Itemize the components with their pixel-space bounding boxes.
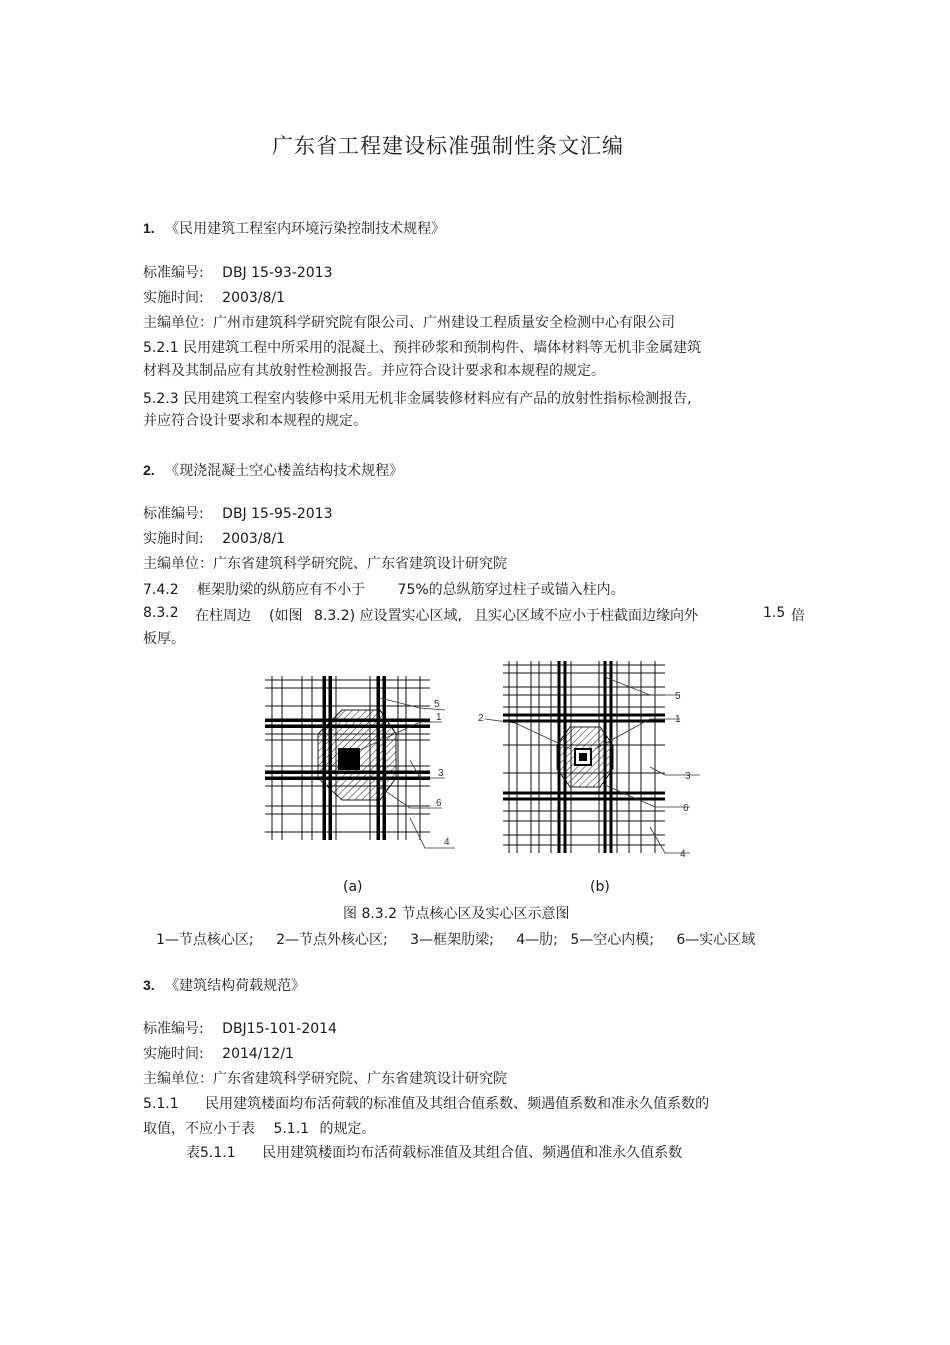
figure-b-diagram [475,657,700,862]
table-caption [186,1142,682,1162]
section-3-heading [143,975,305,995]
clause-8-3-2-part: 8.3.2) 应设置实心区域, [314,608,462,624]
figure-label-b: (b) [590,879,610,895]
implementation-date-row [143,1043,294,1063]
date-label: 实施时间: [143,290,204,306]
figure-caption: 图 8.3.2 节点核心区及实心区示意图 [343,906,570,922]
clause-number: 5.1.1 [143,1096,179,1112]
callout-4: 4 [680,849,686,860]
clause-line: 材料及其制品应有其放射性检测报告。并应符合设计要求和本规程的规定。 [143,363,605,379]
section-name: 《民用建筑工程室内环境污染控制技术规程》 [165,221,446,237]
callout-5: 5 [675,691,681,702]
callout-1: 1 [675,714,681,725]
clause-5-1-1 [143,1093,709,1113]
table-title: 民用建筑楼面均布活荷载标准值及其组合值、频遇值和准永久值系数 [262,1145,683,1161]
callout-5: 5 [434,699,440,710]
clause-text: 的规定。 [319,1121,376,1137]
table-number: 表5.1.1 [186,1145,236,1161]
legend-item: 3—框架肋梁; [410,932,494,948]
callout-6: 6 [683,803,689,814]
clause-8-3-2-part: 在柱周边 [195,608,251,624]
figure-label-a: (a) [343,879,363,895]
clause-number: 7.4.2 [143,582,179,598]
clause-text: 民用建筑楼面均布活荷载的标准值及其组合值系数、频遇值系数和准永久值系数的 [205,1096,710,1112]
section-number: 3. [143,977,155,993]
clause-8-3-2-line2: 板厚。 [143,631,185,647]
clause-line: 并应符合设计要求和本规程的规定。 [143,413,367,429]
date-value: 2003/8/1 [222,531,286,547]
section-2-heading [143,460,403,480]
callout-4: 4 [444,837,450,848]
section-name: 《建筑结构荷载规范》 [165,978,306,994]
standard-code-row [143,1018,337,1038]
callout-2: 2 [478,713,484,724]
legend-item: 1—节点核心区; [156,932,254,948]
code-label: 标准编号: [143,265,204,281]
clause-5-1-1-line2 [143,1118,376,1138]
standard-code-row [143,503,333,523]
clause-7-4-2 [143,579,625,599]
section-number: 1. [143,220,155,236]
clause-8-3-2-part: 1.5 [763,605,786,621]
section-number: 2. [143,462,155,478]
legend-item: 2—节点外核心区; [276,932,388,948]
editor-unit-row: 主编单位：广州市建筑科学研究院有限公司、广州建设工程质量安全检测中心有限公司 [143,315,675,331]
code-label: 标准编号: [143,1021,204,1037]
implementation-date-row [143,528,285,548]
clause-line: 5.2.1 民用建筑工程中所采用的混凝土、预拌砂浆和预制构件、墙体材料等无机非金属建筑 [143,340,702,356]
legend-item: 5—空心内模; [570,932,654,948]
figure-a-diagram [260,668,460,858]
code-value: DBJ 15-93-2013 [222,265,333,281]
table-ref: 5.1.1 [273,1121,310,1137]
clause-text: 取值，不应小于表 [143,1121,255,1137]
editor-unit-row: 主编单位：广东省建筑科学研究院、广东省建筑设计研究院 [143,1071,507,1087]
section-1-heading [143,218,445,238]
date-value: 2014/12/1 [222,1046,294,1062]
code-value: DBJ15-101-2014 [222,1021,337,1037]
date-label: 实施时间: [143,1046,204,1062]
clause-8-3-2-part: 且实心区域不应小于柱截面边缘向外 [474,608,698,624]
callout-3: 3 [438,768,444,779]
implementation-date-row [143,287,285,307]
column-section [579,753,587,761]
page-title: 广东省工程建设标准强制性条文汇编 [272,134,624,158]
code-value: DBJ 15-95-2013 [222,506,333,522]
clause-text-pct: 75%的总纵筋穿过柱子或锚入柱内。 [397,582,625,598]
clause-8-3-2-part: 倍 [791,608,805,624]
figure-legend [156,929,755,949]
legend-item: 4—肋; [516,932,558,948]
callout-1: 1 [436,712,442,723]
date-value: 2003/8/1 [222,290,286,306]
clause-8-3-2-part: (如图 [269,608,303,624]
section-name: 《现浇混凝土空心楼盖结构技术规程》 [165,463,404,479]
callout-6: 6 [436,798,442,809]
clause-text: 框架肋梁的纵筋应有不小于 [197,582,366,598]
clause-line: 5.2.3 民用建筑工程室内装修中采用无机非金属装修材料应有产品的放射性指标检测报告, [143,391,692,407]
clause-8-3-2-num: 8.3.2 [143,605,179,621]
date-label: 实施时间: [143,531,204,547]
legend-item: 6—实心区域 [676,932,756,948]
code-label: 标准编号: [143,506,204,522]
callout-3: 3 [685,771,691,782]
column-section [338,748,360,770]
editor-unit-row: 主编单位：广东省建筑科学研究院、广东省建筑设计研究院 [143,556,507,572]
standard-code-row [143,262,333,282]
